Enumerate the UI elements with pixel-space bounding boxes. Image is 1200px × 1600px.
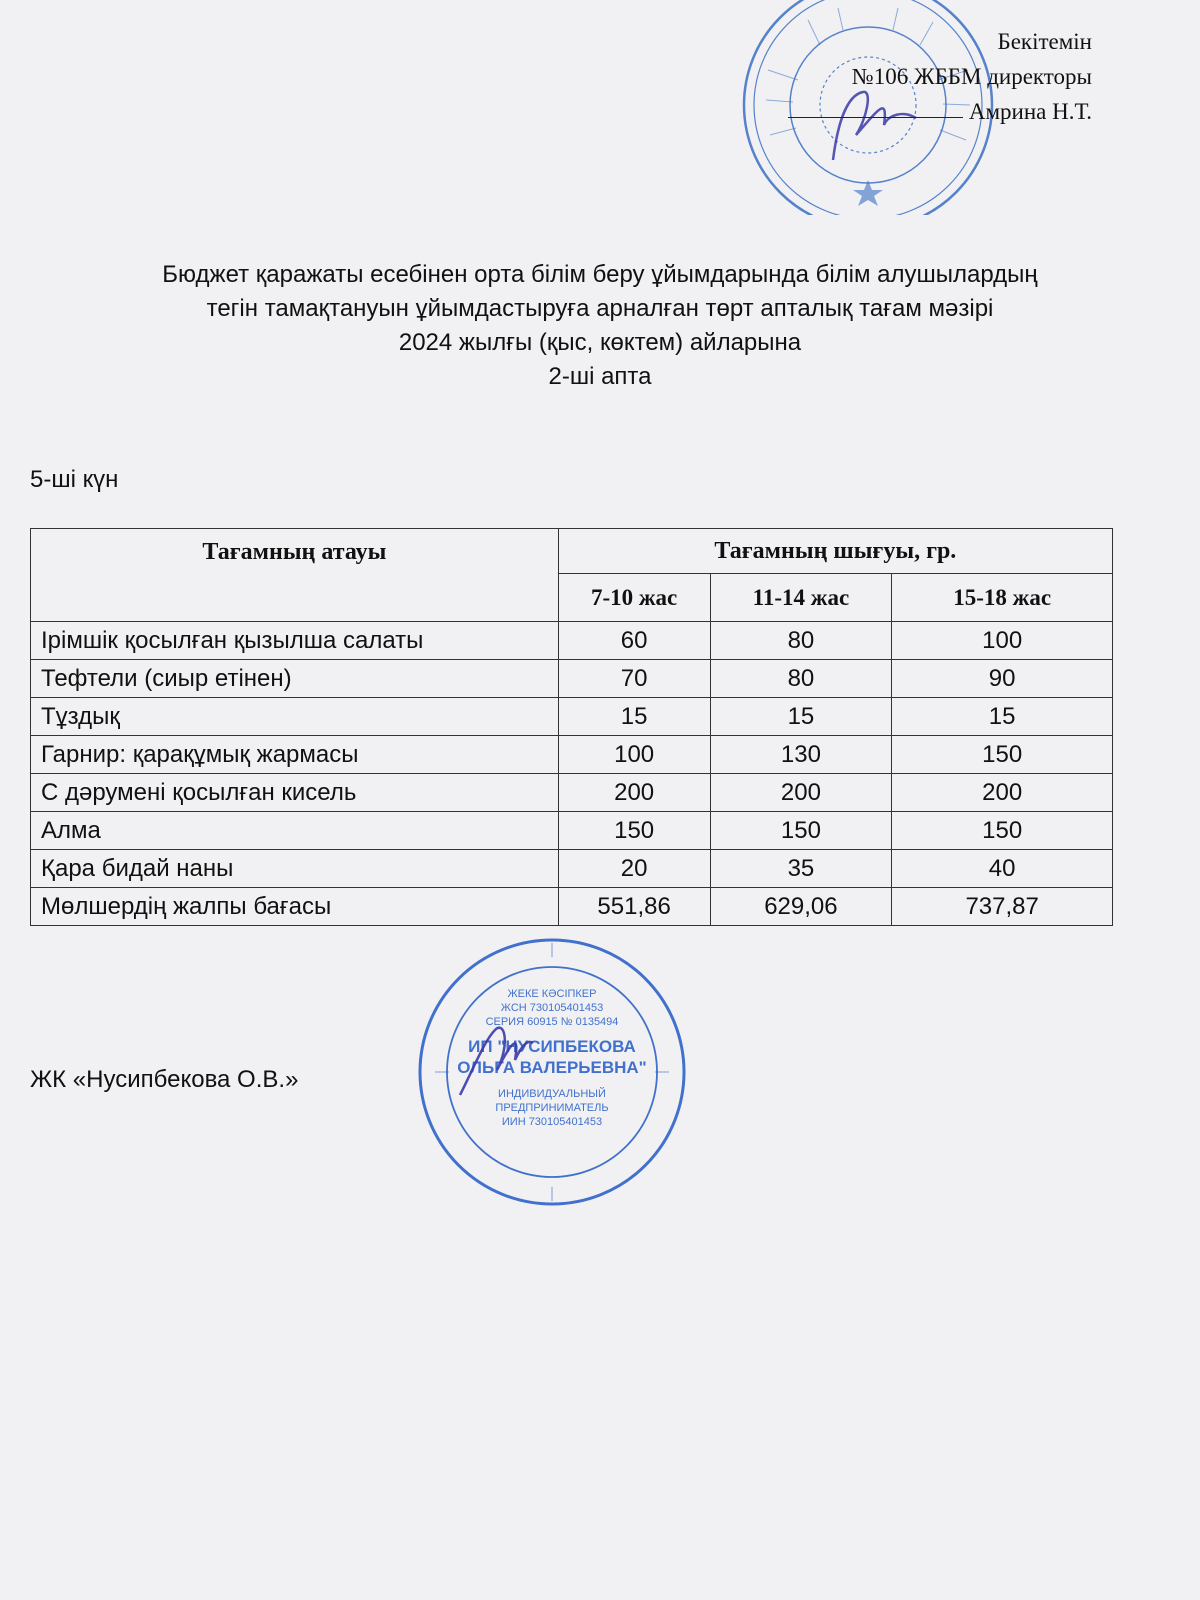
value-age-15-18: 90 bbox=[892, 660, 1113, 698]
dish-name: Тефтели (сиыр етінен) bbox=[31, 660, 559, 698]
stamp-text: ИИН 730105401453 bbox=[501, 1116, 603, 1128]
title-line-1: Бюджет қаражаты есебінен орта білім беру ұйымдарында білім алушылардың bbox=[162, 261, 1038, 288]
approval-signatory bbox=[788, 94, 1092, 129]
table-row bbox=[31, 660, 1113, 698]
stamp-text: ИНДИВИДУАЛЬНЫЙ bbox=[498, 1088, 606, 1100]
column-header-age-11-14: 11-14 жас bbox=[710, 574, 892, 622]
value-age-11-14: 629,06 bbox=[710, 888, 892, 926]
value-age-15-18: 100 bbox=[892, 622, 1113, 660]
dish-name: Алма bbox=[31, 812, 559, 850]
dish-name: С дәрумені қосылған кисель bbox=[31, 774, 559, 812]
table-row-total bbox=[31, 888, 1113, 926]
menu-table bbox=[30, 528, 1113, 926]
value-age-7-10: 150 bbox=[558, 812, 710, 850]
document-title bbox=[0, 258, 1200, 394]
value-age-11-14: 35 bbox=[710, 850, 892, 888]
value-age-11-14: 150 bbox=[710, 812, 892, 850]
value-age-7-10: 60 bbox=[558, 622, 710, 660]
table-row bbox=[31, 850, 1113, 888]
table-row bbox=[31, 812, 1113, 850]
table-row bbox=[31, 774, 1113, 812]
value-age-11-14: 80 bbox=[710, 660, 892, 698]
value-age-7-10: 551,86 bbox=[558, 888, 710, 926]
column-header-output: Тағамның шығуы, гр. bbox=[558, 529, 1112, 574]
dish-name: Ірімшік қосылған қызылша салаты bbox=[31, 622, 559, 660]
title-line-4: 2-ші апта bbox=[548, 363, 652, 390]
value-age-11-14: 130 bbox=[710, 736, 892, 774]
day-label: 5-ші күн bbox=[30, 466, 119, 493]
approval-position: №106 ЖББМ директоры bbox=[851, 64, 1092, 89]
value-age-7-10: 20 bbox=[558, 850, 710, 888]
entrepreneur-seal-stamp bbox=[415, 935, 690, 1210]
dish-name: Гарнир: қарақұмық жармасы bbox=[31, 736, 559, 774]
value-age-11-14: 80 bbox=[710, 622, 892, 660]
dish-name: Қара бидай наны bbox=[31, 850, 559, 888]
approval-name: Амрина Н.Т. bbox=[968, 99, 1092, 124]
signer-name: ЖК «Нусипбекова О.В.» bbox=[30, 1066, 299, 1093]
approval-title: Бекітемін bbox=[997, 29, 1092, 54]
value-age-15-18: 737,87 bbox=[892, 888, 1113, 926]
table-row bbox=[31, 622, 1113, 660]
value-age-11-14: 15 bbox=[710, 698, 892, 736]
value-age-7-10: 70 bbox=[558, 660, 710, 698]
column-header-dish-name: Тағамның атауы bbox=[31, 529, 559, 622]
stamp-text: ИП "НУСИПБЕКОВА bbox=[468, 1037, 636, 1056]
title-line-3: 2024 жылғы (қыс, көктем) айларына bbox=[398, 329, 802, 356]
signature-line bbox=[788, 109, 963, 118]
value-age-15-18: 150 bbox=[892, 812, 1113, 850]
column-header-age-15-18: 15-18 жас bbox=[892, 574, 1113, 622]
stamp-text: ОЛЬГА ВАЛЕРЬЕВНА" bbox=[457, 1058, 647, 1077]
stamp-text: ПРЕДПРИНИМАТЕЛЬ bbox=[495, 1102, 609, 1114]
stamp-text: СЕРИЯ 60915 № 0135494 bbox=[485, 1016, 619, 1028]
column-header-age-7-10: 7-10 жас bbox=[558, 574, 710, 622]
value-age-15-18: 15 bbox=[892, 698, 1113, 736]
stamp-text: ЖСН 730105401453 bbox=[500, 1002, 604, 1014]
approval-block bbox=[788, 24, 1092, 129]
value-age-15-18: 40 bbox=[892, 850, 1113, 888]
table-row bbox=[31, 698, 1113, 736]
stamp-text: ЖЕКЕ КӘСІПКЕР bbox=[507, 988, 597, 1000]
value-age-7-10: 15 bbox=[558, 698, 710, 736]
value-age-15-18: 200 bbox=[892, 774, 1113, 812]
value-age-15-18: 150 bbox=[892, 736, 1113, 774]
value-age-11-14: 200 bbox=[710, 774, 892, 812]
value-age-7-10: 200 bbox=[558, 774, 710, 812]
value-age-7-10: 100 bbox=[558, 736, 710, 774]
dish-name: Тұздық bbox=[31, 698, 559, 736]
dish-name: Мөлшердің жалпы бағасы bbox=[31, 888, 559, 926]
title-line-2: тегін тамақтануын ұйымдастыруға арналған төрт апталық тағам мәзірі bbox=[206, 295, 994, 322]
table-row bbox=[31, 736, 1113, 774]
